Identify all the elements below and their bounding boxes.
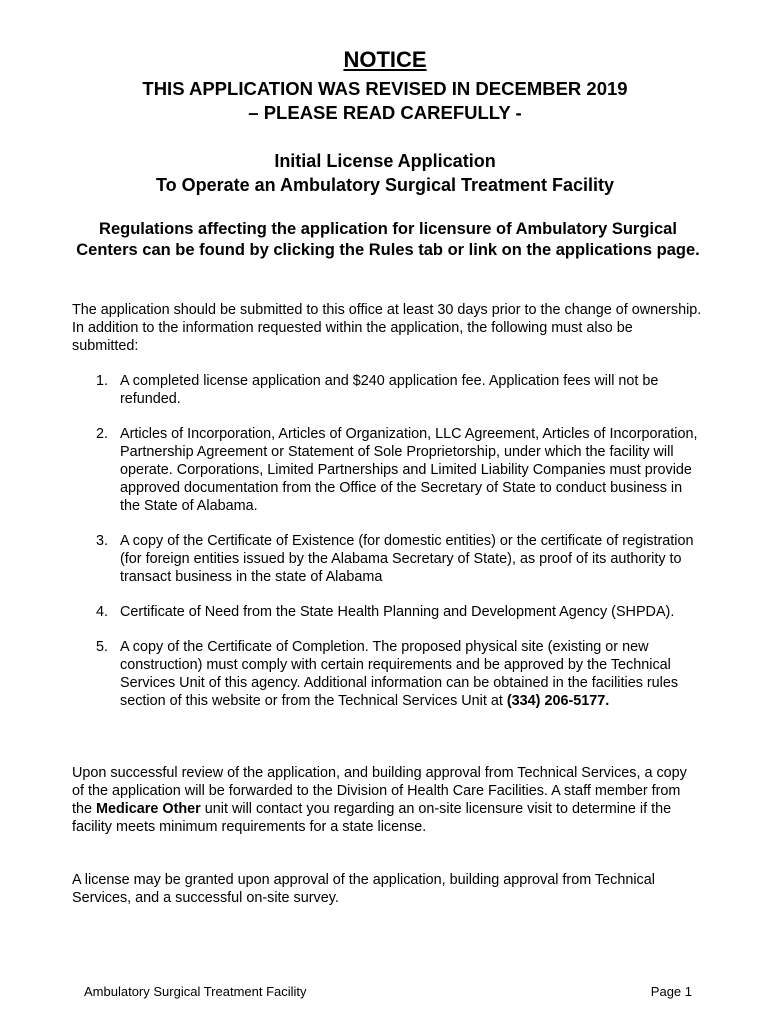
list-item xyxy=(72,532,702,586)
list-item xyxy=(72,372,702,408)
list-text: Certificate of Need from the State Health Planning and Development Agency (SHPDA). xyxy=(120,604,675,620)
phone-number: (334) 206-5177. xyxy=(506,693,610,709)
revision-line-2: – PLEASE READ CAREFULLY - xyxy=(248,102,522,123)
license-paragraph: A license may be granted upon approval of the application, building approval from Technical Services, and a successful on-site survey. xyxy=(72,872,655,906)
unit-name: Medicare Other xyxy=(96,801,201,817)
review-text-after: unit will contact you regarding an on-site licensure visit to determine if the facility meets minimum requirements for a state license. xyxy=(72,801,672,835)
regulations-notice: Regulations affecting the application for licensure of Ambulatory Surgical Centers can be found by clicking the Rules tab or link on the applications page. xyxy=(76,220,700,259)
list-number: 5. xyxy=(96,639,109,655)
review-text-before: Upon successful review of the application, and building approval from Technical Services, a copy of the application will be forwarded to the Division of Health Care Facilities. A staff member from the xyxy=(72,765,687,817)
intro-paragraph: The application should be submitted to this office at least 30 days prior to the change of ownership. In addition to the information requested within the application, the following must also be submitted: xyxy=(72,302,702,354)
revision-notice xyxy=(0,77,770,125)
title-line-2: To Operate an Ambulatory Surgical Treatment Facility xyxy=(155,175,615,195)
review-paragraph xyxy=(72,764,702,836)
list-item xyxy=(72,603,702,621)
title-line-1: Initial License Application xyxy=(274,151,496,171)
page-number: Page 1 xyxy=(650,984,692,999)
list-number: 3. xyxy=(96,533,109,549)
list-number: 4. xyxy=(96,604,109,620)
list-number: 1. xyxy=(96,373,109,389)
list-item xyxy=(72,425,702,515)
list-text: A copy of the Certificate of Completion. The proposed physical site (existing or new construction) must comply with certain requirements and be approved by the Technical Services Unit of this agency. Additional information can be obtained in the facilities rules section of this website or from the Technical Services Unit at xyxy=(120,639,679,709)
list-text: A copy of the Certificate of Existence (for domestic entities) or the certificate of registration (for foreign entities issued by the Alabama Secretary of State), as proof of its authority to transact business in the state of Alabama xyxy=(120,533,694,585)
list-text: Articles of Incorporation, Articles of Organization, LLC Agreement, Articles of Incorporation, Partnership Agreement or Statement of Sole Proprietorship, under which the facility will operate. Corporations, Limited Partnerships and Limited Liability Companies must provide approved documentation from the Office of the Secretary of State to conduct business in the State of Alabama. xyxy=(120,426,698,514)
footer-title: Ambulatory Surgical Treatment Facility xyxy=(84,984,307,999)
revision-line-1: THIS APPLICATION WAS REVISED IN DECEMBER 2019 xyxy=(142,78,628,99)
list-text: A completed license application and $240 application fee. Application fees will not be refunded. xyxy=(120,373,659,407)
requirements-list xyxy=(72,372,702,727)
notice-heading: NOTICE xyxy=(343,47,427,72)
list-item xyxy=(72,638,702,710)
list-number: 2. xyxy=(96,426,109,442)
application-title xyxy=(0,149,770,197)
